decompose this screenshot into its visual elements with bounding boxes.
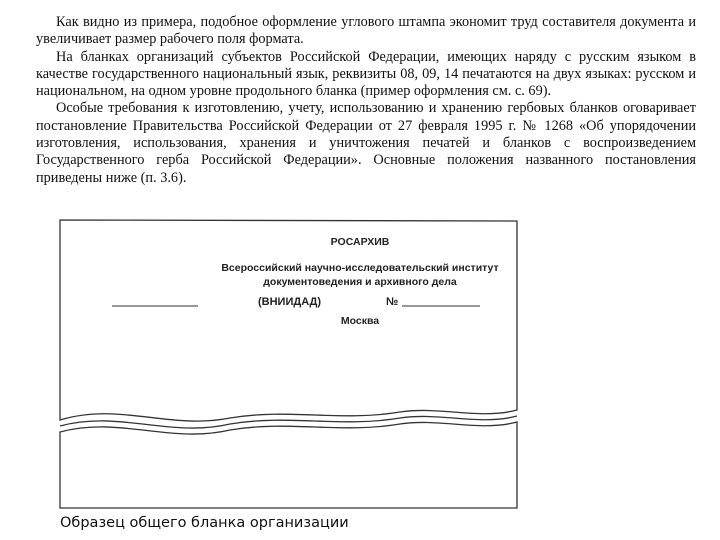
org-short-name: РОСАРХИВ [330, 236, 390, 248]
org-full-name-line1: Всероссийский научно-исследовательский институт [221, 262, 499, 274]
org-abbreviation: (ВНИИДАД) [258, 296, 322, 308]
paragraph-1: Как видно из примера, подобное оформление углового штампа экономит труд составителя документа и увеличивает размер рабочего поля формата. [36, 14, 696, 48]
form-bottom-sheet [60, 422, 517, 508]
number-sign: № [386, 296, 399, 308]
paragraph-3: Особые требования к изготовлению, учету, использованию и хранению гербовых бланков оговаривает постановление Правительства Российской Федерации от 27 февраля 1995 г. № 1268 «Об упорядочении изготовления, использования, хранения и уничтожения печатей и бланков с воспроизведением Государственного герба Российской Федерации». Основные положения названного постановления приведены ниже (п. 3.6). [36, 100, 696, 186]
city-name: Москва [340, 315, 380, 327]
org-full-name-line2: документоведения и архивного дела [263, 276, 457, 288]
paragraph-2: На бланках организаций субъектов Российской Федерации, имеющих наряду с русским языком в качестве государственного национальный язык, реквизиты 08, 09, 14 печатаются на двух языках: русском и национальном, на одном уровне продольного бланка (пример оформления см. с. 69). [36, 48, 696, 100]
figure-caption: Образец общего бланка организации [60, 515, 349, 531]
